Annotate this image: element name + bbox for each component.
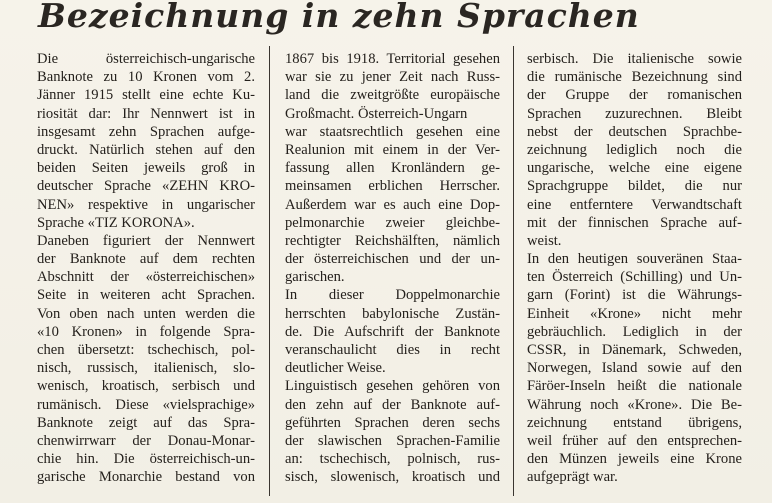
- text-line: den zehn auf der Banknote auf-: [285, 396, 500, 413]
- text-line: weil früher auf den entsprechen-: [527, 432, 742, 449]
- text-line: der österreichischen und der un-: [285, 251, 500, 268]
- text-line: Norwegen, Island sowie auf den: [527, 360, 742, 377]
- text-line: gebräuchlich. Lediglich in der: [527, 323, 742, 340]
- text-line: nebst der deutschen Sprachbe-: [527, 123, 742, 140]
- text-line: eine entferntere Verwandtschaft: [527, 196, 742, 213]
- text-line: aufgeprägt war.: [527, 469, 618, 486]
- text-line: Realunion mit einem in der Ver-: [285, 141, 500, 158]
- text-line: ungarische, welche eine eigene: [527, 160, 742, 177]
- text-line: «10 Kronen» in folgende Spra-: [37, 323, 255, 340]
- text-line: Sprache «TIZ KORONA».: [37, 214, 195, 231]
- text-line: NEN» respektive in ungarischer: [37, 196, 255, 213]
- text-line: Abschnitt der «österreichischen»: [37, 269, 255, 286]
- text-line: garischen.: [285, 269, 345, 286]
- text-line: chen übersetzt: tschechisch, pol-: [37, 342, 255, 358]
- text-line: insgesamt zehn Sprachen aufge-: [37, 123, 255, 140]
- text-line: mit der finnischen Sprache auf-: [527, 214, 742, 231]
- text-line: war sie zu jener Zeit nach Russ-: [285, 69, 500, 86]
- text-line: chenwirrwarr der Donau-Monar-: [37, 432, 255, 449]
- text-line: Seite in weiteren acht Sprachen.: [37, 287, 255, 304]
- text-line: Außerdem war es auch eine Dop-: [285, 196, 500, 213]
- text-line: CSSR, in Dänemark, Schweden,: [527, 342, 742, 358]
- text-line: Die österreichisch-ungarische: [37, 51, 255, 67]
- text-column-1: [37, 50, 255, 487]
- text-line: 1867 bis 1918. Territorial gesehen: [285, 51, 500, 67]
- column-divider-1: [269, 46, 270, 496]
- text-line: an: tschechisch, polnisch, rus-: [285, 451, 500, 468]
- column-divider-2: [513, 46, 514, 496]
- text-line: Großmacht. Österreich-Ungarn: [285, 105, 468, 122]
- text-line: Sprachen zuzurechnen. Bleibt: [527, 105, 742, 122]
- text-line: In den heutigen souveränen Staa-: [527, 251, 742, 268]
- text-line: Färöer-Inseln heißt die nationale: [527, 378, 742, 395]
- text-line: riosität dar: Ihr Nennwert ist in: [37, 105, 255, 122]
- text-line: serbisch. Die italienische sowie: [527, 51, 742, 67]
- text-line: war staatsrechtlich gesehen eine: [285, 123, 500, 140]
- text-line: Jänner 1915 stellt eine echte Ku-: [37, 87, 255, 104]
- text-line: die rumänische Bezeichnung sind: [527, 69, 742, 86]
- text-line: Einheit «Krone» nicht mehr: [527, 305, 742, 322]
- text-line: meinsamen erblichen Herrscher.: [285, 178, 500, 195]
- text-line: veranschaulicht dies in recht: [285, 342, 500, 358]
- text-line: ten Österreich (Schilling) und Un-: [527, 269, 742, 286]
- text-line: der Gruppe der romanischen: [527, 87, 742, 104]
- text-line: Linguistisch gesehen gehören von: [285, 378, 500, 395]
- text-line: Daneben figuriert der Nennwert: [37, 232, 255, 249]
- text-line: Banknote zeigt auf das Spra-: [37, 414, 255, 431]
- text-line: Währung noch «Krone». Die Be-: [527, 396, 742, 413]
- text-line: wenisch, kroatisch, serbisch und: [37, 378, 255, 395]
- text-line: pelmonarchie zweier gleichbe-: [285, 214, 500, 231]
- text-line: land die zweitgrößte europäische: [285, 87, 500, 104]
- text-column-2: [285, 50, 500, 487]
- text-line: garn (Forint) ist die Währungs-: [527, 287, 742, 304]
- text-line: nisch, russisch, italienisch, slo-: [37, 360, 255, 377]
- text-line: weist.: [527, 232, 562, 249]
- article-title: Bezeichnung in zehn Sprachen: [38, 0, 640, 35]
- text-line: In dieser Doppelmonarchie: [285, 287, 500, 304]
- text-line: rechtigter Reichshälften, nämlich: [285, 232, 500, 249]
- text-line: geführten Sprachen deren sechs: [285, 414, 500, 431]
- text-line: rumänisch. Diese «vielsprachige»: [37, 396, 255, 413]
- text-line: chie hin. Die österreichisch-un-: [37, 451, 255, 468]
- text-line: der Banknote auf dem rechten: [37, 251, 255, 268]
- text-line: de. Die Aufschrift der Banknote: [285, 323, 500, 340]
- text-line: deutlicher Weise.: [285, 360, 386, 377]
- text-column-3: [527, 50, 742, 487]
- text-line: Von oben nach unten werden die: [37, 305, 255, 322]
- text-line: beiden Seiten jeweils groß in: [37, 160, 255, 177]
- text-line: fassung allen Kronländern ge-: [285, 160, 500, 177]
- text-line: sisch, slowenisch, kroatisch und: [285, 469, 500, 486]
- text-line: zeichnung entstand übrigens,: [527, 414, 742, 431]
- text-line: druckt. Natürlich stehen auf den: [37, 141, 255, 158]
- text-line: garische Monarchie bestand von: [37, 469, 255, 486]
- text-line: Banknote zu 10 Kronen vom 2.: [37, 69, 255, 86]
- text-line: herrschten babylonische Zustän-: [285, 305, 500, 322]
- text-line: zeichnung lediglich noch die: [527, 141, 742, 158]
- text-line: den Münzen jeweils eine Krone: [527, 451, 742, 468]
- text-line: der slawischen Sprachen-Familie: [285, 432, 500, 449]
- text-line: Sprachgruppe bildet, die nur: [527, 178, 742, 195]
- text-line: deutscher Sprache «ZEHN KRO-: [37, 178, 255, 195]
